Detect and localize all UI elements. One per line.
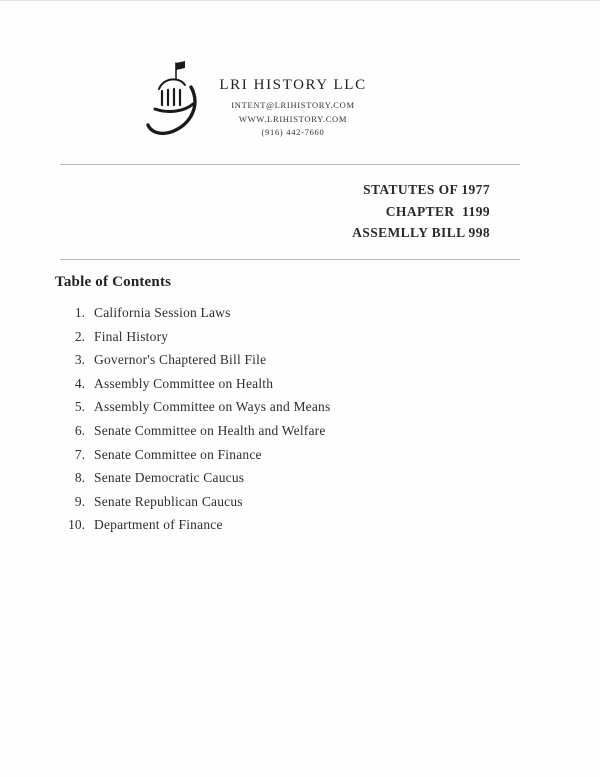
toc-item [57,376,477,400]
lri-logo-icon [143,59,205,147]
statute-block [352,179,490,244]
toc-item-number: 3. [74,352,85,368]
toc-item-number: 1. [74,305,85,320]
toc-item-label: Senate Republican Caucus [94,493,243,509]
company-name: LRI HISTORY LLC [219,77,367,93]
toc-item-number: 7. [74,446,85,462]
toc-item-number: 8. [74,470,85,486]
statute-bill: ASSEMLLY BILL 998 [352,225,490,240]
toc-item [57,329,477,353]
toc-item [57,305,477,329]
toc-item-label: Final History [94,328,169,344]
toc-item [57,517,477,541]
contact-email: INTENT@LRIHISTORY.COM [231,100,355,110]
toc-item-number: 6. [74,422,85,438]
contact-block [218,99,368,139]
toc-item [57,423,477,447]
toc-item-label: Assembly Committee on Ways and Means [94,399,331,415]
toc-item [57,447,477,471]
divider-bottom [60,259,520,260]
toc-item-label: Senate Democratic Caucus [94,470,245,486]
toc-item-number: 9. [74,493,85,509]
toc-item-label: Governor's Chaptered Bill File [94,352,267,368]
toc-item-label: Department of Finance [94,517,223,533]
toc-item-number: 4. [74,375,85,391]
toc-item-label: Assembly Committee on Health [94,375,274,391]
divider-top [60,164,520,165]
toc-item [57,352,477,376]
toc-item [57,399,477,423]
toc-item-label: Senate Committee on Health and Welfare [94,422,326,438]
toc-item [57,470,477,494]
contact-phone: (916) 442-7660 [261,127,325,137]
contact-website: WWW.LRIHISTORY.COM [238,113,348,124]
toc-item [57,494,477,518]
statute-chapter: CHAPTER 1199 [385,203,490,219]
toc-item-number: 5. [74,399,85,415]
statute-year: STATUTES OF 1977 [363,182,490,197]
toc-title: Table of Contents [55,274,172,290]
toc-item-label: Senate Committee on Finance [94,446,262,462]
toc-item-label: California Session Laws [94,305,231,320]
letterhead [218,77,368,139]
toc-list [57,305,477,541]
toc-item-number: 10. [68,517,85,533]
toc-item-number: 2. [74,328,85,344]
